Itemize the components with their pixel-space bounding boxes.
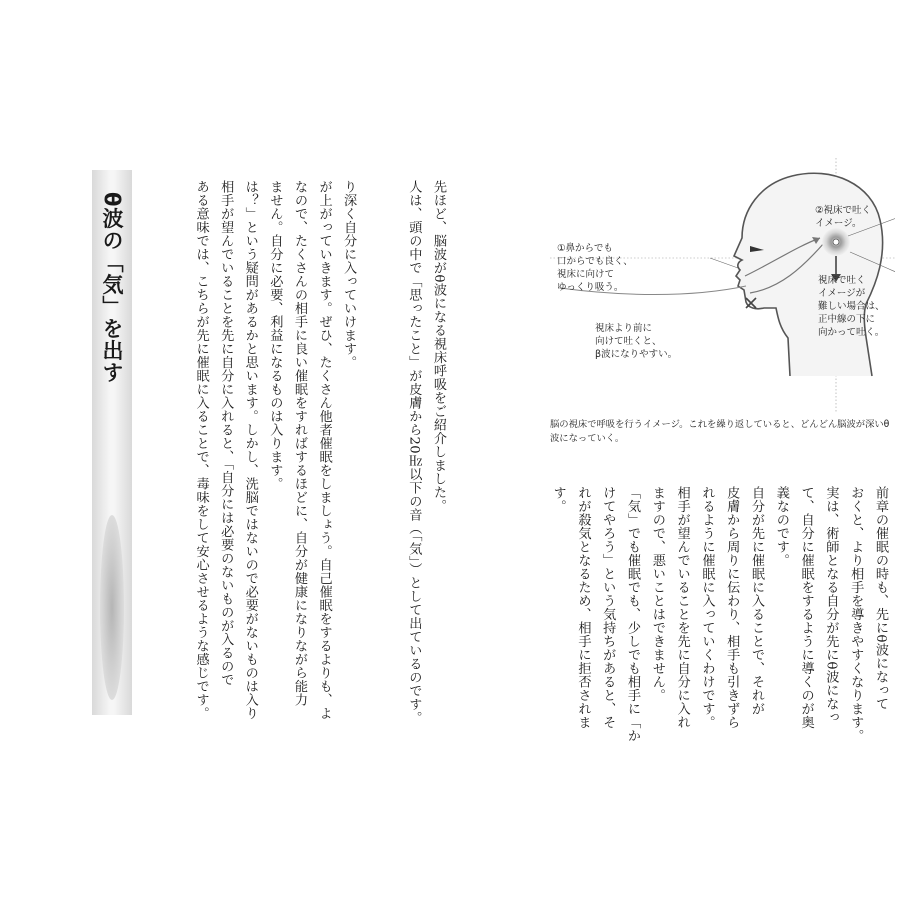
head-illustration (550, 158, 895, 413)
body-line: おくと、より相手を導きやすくなります。 (848, 486, 864, 743)
label-exhale-thalamus: ②視床で吐く イメージ。 (815, 205, 872, 229)
body-line: す。 (550, 486, 566, 513)
body-line: れるように催眠に入っていくわけです。 (699, 486, 715, 729)
body-line: ますので、悪いことはできません。 (649, 486, 665, 702)
body-line: けてやろう」という気持ちがあると、そ (600, 486, 616, 729)
intro-paragraph-1: 人は、頭の中で「思ったこと」が皮膚から20㎐以下の音（「気」）として出ているのです。 (406, 180, 422, 725)
body-line: て、自分に催眠をするように導くのが奥 (798, 486, 814, 729)
main-line: が上がっていきます。ぜひ、たくさん他者催眠をしましょう。自己催眠をするよりも、よ (316, 180, 332, 720)
body-text (545, 486, 892, 743)
section-title: θ波の「気」を出す (100, 192, 124, 384)
body-line: 皮膚から周りに伝わり、相手も引きずら (724, 486, 740, 729)
body-line: 実は、術師となる自分が先にθ波になっ (823, 486, 839, 724)
body-line: 前章の催眠の時も、先にθ波になって (873, 486, 888, 711)
label-inhale: ①鼻からでも 口からでも良く、 視床に向けて ゆっくり吸う。 (557, 243, 633, 293)
body-line: れが殺気となるため、相手に拒否されま (575, 486, 591, 729)
main-line: ある意味では、こちらが先に催眠に入ることで、毒味をして安心させるような感じです。 (193, 180, 209, 720)
label-alternative: 視床で吐く イメージが 難しい場合は、 正中線の下に 向かって吐く。 (818, 275, 885, 338)
body-line: 自分が先に催眠に入ることで、それが (749, 486, 765, 716)
decorative-blob-lower (100, 515, 124, 700)
body-line: 相手が望んでいることを先に自分に入れ (674, 486, 690, 729)
figure-caption: 脳の視床で呼吸を行うイメージ。これを繰り返していると、どんどん脳波が深いθ波になっていく。 (550, 419, 890, 444)
main-line: は？」という疑問があるかと思います。しかし、洗脳ではないので必要がないものは入り (242, 180, 258, 720)
main-text (188, 180, 360, 725)
right-page (450, 0, 900, 900)
intro-paragraph-2: 先ほど、脳波がθ波になる視床呼吸をご紹介しました。 (431, 180, 446, 513)
body-line: 義なのです。 (773, 486, 789, 567)
main-line: ません。自分に必要、利益になるものは入ります。 (267, 180, 283, 491)
label-beta-warning: 視床より前に 向けて吐くと、 β波になりやすい。 (595, 323, 678, 360)
body-line: 「気」でも催眠でも、少しでも相手に「か (625, 486, 641, 743)
main-line: 相手が望んでいることを先に自分に入れると、「自分には必要のないものが入るので (218, 180, 234, 687)
main-line: なので、たくさんの相手に良い催眠をすればするほどに、自分が健康になりながら能力 (291, 180, 307, 707)
main-line: り深く自分に入っていけます。 (341, 180, 357, 369)
